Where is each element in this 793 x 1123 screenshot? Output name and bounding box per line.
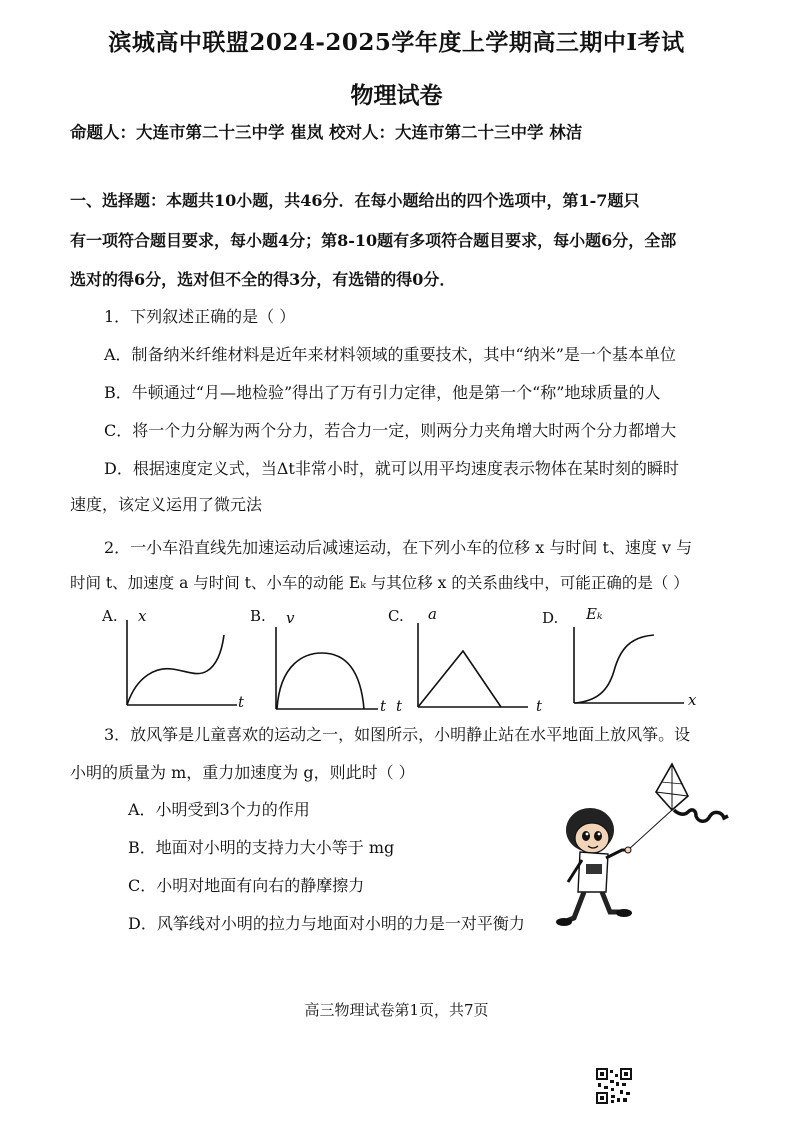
question-2-stem-line-2: 时间 t、加速度 a 与时间 t、小车的动能 Eₖ 与其位移 x 的关系曲线中，可能正确的是（ ） (70, 574, 689, 592)
graph-b (250, 605, 387, 715)
question-3-option-c: C．小明对地面有向右的静摩擦力 (128, 876, 365, 895)
kite-boy-illustration (556, 752, 736, 934)
graph-d (542, 605, 702, 715)
graph-b-y-label: v (286, 609, 295, 627)
graph-c-letter: C. (388, 607, 404, 625)
graph-b-plot (250, 605, 403, 715)
question-1-option-a: A．制备纳米纤维材料是近年来材料领域的重要技术，其中“纳米”是一个基本单位 (104, 345, 676, 364)
boy-icon (556, 808, 632, 926)
graph-d-x-label: x (688, 691, 697, 709)
question-1-option-b: B．牛顿通过“月—地检验”得出了万有引力定律，他是第一个“称”地球质量的人 (104, 383, 661, 402)
question-1-option-c: C．将一个力分解为两个分力，若合力一定，则两分力夹角增大时两个分力都增大 (104, 421, 677, 440)
graph-a-letter: A. (102, 607, 118, 625)
question-3-option-b: B．地面对小明的支持力大小等于 mg (128, 838, 395, 857)
question-1-option-d-line-1: D．根据速度定义式，当Δt非常小时，就可以用平均速度表示物体在某时刻的瞬时 (104, 459, 679, 478)
graph-a-plot (102, 605, 252, 715)
question-3-stem-line-1: 3．放风筝是儿童喜欢的运动之一，如图所示，小明静止站在水平地面上放风筝。设 (104, 725, 691, 744)
graph-d-letter: D. (542, 609, 559, 627)
graph-c-y-label: a (428, 605, 437, 623)
graph-c-plot (388, 605, 548, 715)
question-2-stem-line-1: 2．一小车沿直线先加速运动后减速运动，在下列小车的位移 x 与时间 t、速度 v 与 (104, 538, 693, 557)
page-footer: 高三物理试卷第1页，共7页 (304, 1001, 489, 1019)
section-instructions-line-1: 一、选择题：本题共10小题，共46分．在每小题给出的四个选项中，第1-7题只 (70, 191, 640, 210)
question-1-option-d-line-2: 速度，该定义运用了微元法 (70, 495, 263, 514)
section-instructions-line-3: 选对的得6分，选对但不全的得3分，有选错的得0分． (70, 270, 456, 289)
exam-authors: 命题人：大连市第二十三中学 崔岚 校对人：大连市第二十三中学 林洁 (70, 123, 583, 142)
qr-code-icon (596, 1068, 632, 1104)
question-1-stem: 1．下列叙述正确的是（ ） (104, 307, 296, 326)
graph-c-x-label: t (536, 697, 543, 715)
graph-b-x-label: t (380, 697, 387, 715)
graph-a-y-label: x (138, 607, 147, 625)
graph-d-plot (542, 605, 702, 715)
graph-c-x-label-left: t (396, 697, 403, 715)
question-3-stem-line-2: 小明的质量为 m，重力加速度为 g，则此时（ ） (70, 763, 415, 782)
graph-d-y-label: Eₖ (586, 605, 603, 623)
question-3-option-a: A．小明受到3个力的作用 (128, 800, 310, 819)
graph-b-letter: B. (250, 607, 266, 625)
question-3-option-d: D．风筝线对小明的拉力与地面对小明的力是一对平衡力 (128, 914, 525, 933)
kite-icon (628, 764, 728, 850)
section-instructions-line-2: 有一项符合题目要求，每小题4分；第8-10题有多项符合题目要求，每小题6分，全部 (70, 231, 677, 250)
exam-title: 滨城高中联盟2024-2025学年度上学期高三期中Ⅰ考试 (108, 29, 685, 56)
graph-a-x-label: t (238, 693, 245, 711)
exam-subject: 物理试卷 (350, 82, 443, 109)
graph-a (102, 605, 245, 715)
graph-c (388, 605, 543, 715)
